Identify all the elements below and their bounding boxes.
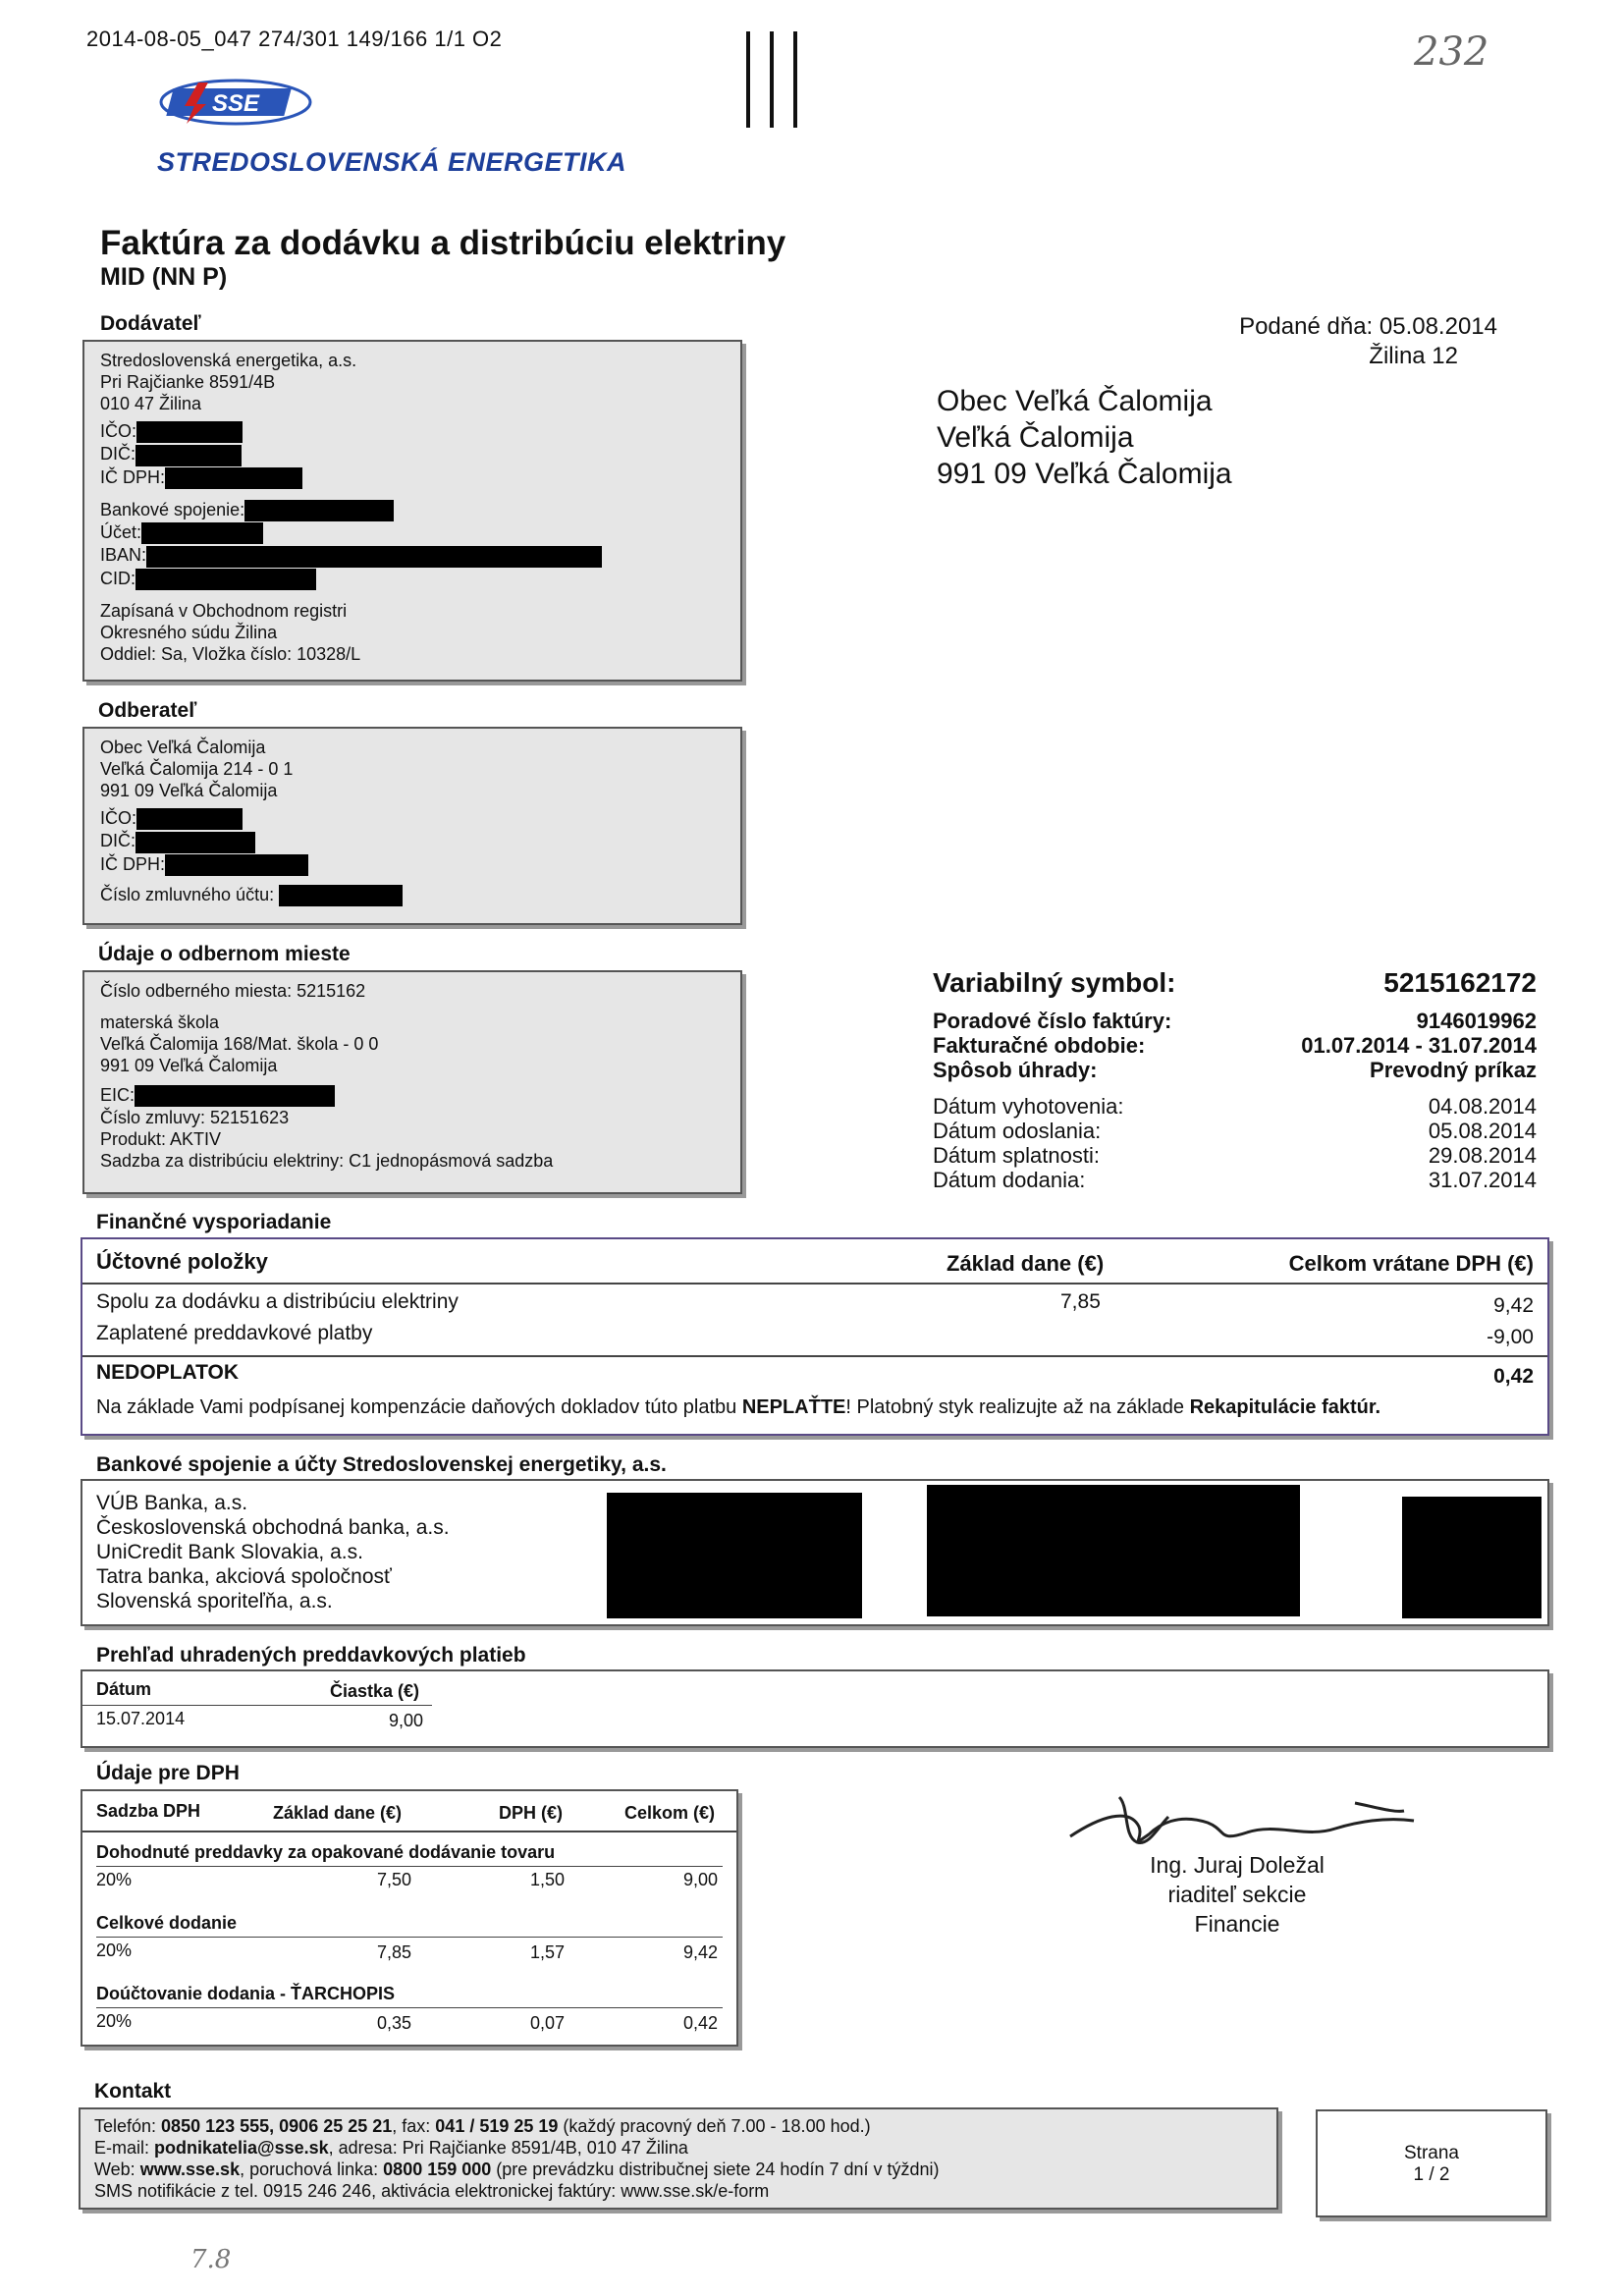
supplier-cid-label: CID: [100, 568, 135, 588]
vat-vat: 1,50 [530, 1870, 566, 1889]
bank-name: UniCredit Bank Slovakia, a.s. [96, 1541, 363, 1563]
submitted-date: Podané dňa: 05.08.2014 [1239, 313, 1497, 340]
vat-total: 9,42 [683, 1942, 719, 1962]
customer-name: Obec Veľká Čalomija [100, 738, 266, 757]
vat-total: 9,00 [683, 1870, 719, 1889]
site-eic-label: EIC: [100, 1085, 135, 1105]
row1-label: Spolu za dodávku a distribúciu elektriny [96, 1290, 459, 1313]
note-emphasis: NEPLAŤTE [741, 1396, 846, 1418]
invoice-info [933, 967, 1537, 1192]
date-label: Dátum dodania: [933, 1168, 1086, 1192]
supplier-street: Pri Rajčianke 8591/4B [100, 372, 276, 392]
site-contract: Číslo zmluvy: 52151623 [100, 1108, 290, 1128]
bank-name: Tatra banka, akciová spoločnosť [96, 1565, 392, 1588]
divider [82, 1831, 736, 1832]
date-label: Dátum odoslania: [933, 1119, 1102, 1143]
vat-total: 0,42 [683, 2013, 719, 2033]
date-value: 04.08.2014 [1428, 1094, 1537, 1119]
advance-date: 15.07.2014 [96, 1709, 186, 1728]
site-number: Číslo odberného miesta: 5215162 [100, 981, 366, 1001]
recipient-address [937, 383, 1232, 492]
col-date: Dátum [96, 1679, 152, 1699]
vat-col-rate: Sadzba DPH [96, 1801, 201, 1821]
col-amount: Čiastka (€) [330, 1681, 420, 1701]
info-value: 01.07.2014 - 31.07.2014 [1301, 1033, 1537, 1058]
supplier-name: Stredoslovenská energetika, a.s. [100, 351, 357, 370]
redaction [146, 546, 602, 568]
invoice-subtitle: MID (NN P) [100, 263, 228, 291]
redaction [927, 1485, 1300, 1616]
banks-box [81, 1479, 1549, 1626]
divider [82, 1355, 1547, 1357]
contact-web: www.sse.sk [139, 2159, 241, 2179]
customer-ico-label: IČO: [100, 808, 137, 828]
address-line: Veľká Čalomija [937, 421, 1134, 454]
col-total: Celkom vrátane DPH (€) [1288, 1251, 1534, 1276]
contact-phone: 0850 123 555, 0906 25 25 21 [161, 2116, 393, 2136]
vat-col-vat: DPH (€) [499, 1803, 564, 1823]
site-city: 991 09 Veľká Čalomija [100, 1056, 278, 1075]
result-label: NEDOPLATOK [96, 1361, 240, 1384]
page-number: 1 / 2 [1413, 2164, 1450, 2185]
supplier-box [82, 340, 742, 682]
contact-hotline: 0800 159 000 [383, 2159, 492, 2179]
supplier-dic-label: DIČ: [100, 444, 135, 465]
sse-logo [157, 77, 314, 128]
signatory [1090, 1850, 1384, 1939]
contact-text: Telefón: [94, 2116, 162, 2136]
row1-base: 7,85 [1060, 1290, 1101, 1313]
site-street: Veľká Čalomija 168/Mat. škola - 0 0 [100, 1034, 379, 1054]
col-items: Účtovné položky [96, 1249, 268, 1274]
signatory-dept: Financie [1194, 1911, 1280, 1937]
signatory-role: riaditeľ sekcie [1167, 1882, 1307, 1907]
site-product: Produkt: AKTIV [100, 1129, 222, 1150]
page-label: Strana [1404, 2143, 1459, 2163]
brand-name: STREDOSLOVENSKÁ ENERGETIKA [157, 147, 627, 177]
vat-group-title: Doúčtovanie dodania - ŤARCHOPIS [96, 1984, 396, 2003]
vat-rate: 20% [96, 1870, 133, 1889]
bank-list [96, 1491, 450, 1613]
customer-contract-label: Číslo zmluvného účtu: [100, 884, 275, 904]
vat-base: 7,85 [377, 1942, 412, 1962]
date-value: 05.08.2014 [1428, 1119, 1537, 1143]
vat-vat: 0,07 [530, 2013, 566, 2033]
vat-base: 7,50 [377, 1870, 412, 1889]
redaction [135, 1085, 335, 1107]
date-value: 29.08.2014 [1428, 1143, 1537, 1168]
contact-heading: Kontakt [94, 2080, 172, 2103]
divider [82, 1283, 1547, 1285]
vat-rate: 20% [96, 2011, 133, 2031]
contact-text: , adresa: Pri Rajčianke 8591/4B, 010 47 Žilina [328, 2138, 688, 2158]
supplier-reg-3: Oddiel: Sa, Vložka číslo: 10328/L [100, 643, 361, 664]
footer-mark: 7.8 [190, 2245, 232, 2274]
contact-fax: 041 / 519 25 19 [435, 2116, 559, 2136]
vat-group-title: Dohodnuté preddavky za opakované dodávanie tovaru [96, 1842, 556, 1862]
vat-col-total: Celkom (€) [624, 1803, 716, 1823]
contact-box [79, 2107, 1278, 2210]
supplier-reg-2: Okresného súdu Žilina [100, 622, 278, 642]
divider [82, 1705, 432, 1706]
supplier-account-label: Účet: [100, 522, 142, 542]
info-label: Poradové číslo faktúry: [933, 1009, 1172, 1033]
redaction [279, 885, 403, 906]
contact-text: E-mail: [94, 2138, 155, 2158]
col-base: Základ dane (€) [947, 1251, 1105, 1276]
settlement-heading: Finančné vysporiadanie [96, 1211, 332, 1233]
redaction [135, 569, 316, 590]
banks-heading: Bankové spojenie a účty Stredoslovenskej energetiky, a.s. [96, 1453, 667, 1476]
redaction [165, 854, 308, 876]
vat-vat: 1,57 [530, 1942, 566, 1962]
divider [96, 1866, 723, 1867]
customer-icdph-label: IČ DPH: [100, 853, 166, 874]
supplier-iban-label: IBAN: [100, 545, 147, 566]
customer-box [82, 727, 742, 925]
redaction [135, 445, 242, 466]
info-label: Spôsob úhrady: [933, 1058, 1098, 1082]
customer-heading: Odberateľ [98, 699, 197, 722]
supplier-reg-1: Zapísaná v Obchodnom registri [100, 600, 348, 621]
signatory-name: Ing. Juraj Doležal [1150, 1852, 1325, 1878]
customer-city: 991 09 Veľká Čalomija [100, 781, 278, 800]
site-rate: Sadzba za distribúciu elektriny: C1 jednopásmová sadzba [100, 1151, 554, 1172]
contact-text: (pre prevádzku distribučnej siete 24 hodín 7 dní v týždni) [491, 2159, 940, 2179]
redaction [165, 467, 302, 489]
bank-name: VÚB Banka, a.s. [96, 1492, 248, 1514]
row2-label: Zaplatené preddavkové platby [96, 1322, 373, 1344]
settlement-box [81, 1237, 1549, 1436]
advances-box [81, 1669, 1549, 1748]
submitted-place: Žilina 12 [1369, 343, 1458, 369]
contact-text: , poruchová linka: [240, 2159, 384, 2179]
advance-amount: 9,00 [389, 1711, 424, 1730]
customer-dic-label: DIČ: [100, 831, 135, 851]
info-label: Fakturačné obdobie: [933, 1033, 1146, 1058]
row1-total: 9,42 [1493, 1294, 1534, 1317]
redaction [136, 421, 243, 443]
row2-total: -9,00 [1487, 1326, 1534, 1348]
handwritten-number: 232 [1414, 29, 1489, 75]
customer-street: Veľká Čalomija 214 - 0 1 [100, 759, 294, 779]
date-label: Dátum splatnosti: [933, 1143, 1100, 1168]
contact-text: Web: [94, 2159, 140, 2179]
info-value: 9146019962 [1416, 1009, 1537, 1033]
supplier-heading: Dodávateľ [100, 312, 201, 335]
vat-heading: Údaje pre DPH [96, 1762, 240, 1784]
redaction [136, 808, 243, 830]
bank-name: Slovenská sporiteľňa, a.s. [96, 1590, 333, 1613]
payment-note [96, 1396, 1380, 1419]
supplier-ico-label: IČO: [100, 421, 137, 441]
bank-name: Československá obchodná banka, a.s. [96, 1516, 450, 1539]
date-value: 31.07.2014 [1428, 1168, 1537, 1192]
invoice-title: Faktúra za dodávku a distribúciu elektriny [100, 224, 786, 262]
supplier-bank-label: Bankové spojenie: [100, 499, 245, 519]
vat-col-base: Základ dane (€) [273, 1803, 403, 1823]
contact-email: podnikatelia@sse.sk [154, 2138, 329, 2158]
redaction [141, 522, 263, 544]
note-emphasis: Rekapitulácie faktúr. [1189, 1396, 1381, 1418]
advances-heading: Prehľad uhradených preddavkových platieb [96, 1644, 526, 1667]
info-value: Prevodný príkaz [1370, 1058, 1537, 1082]
address-line: Obec Veľká Čalomija [937, 385, 1213, 417]
page-box [1316, 2109, 1547, 2217]
vat-group-title: Celkové dodanie [96, 1913, 238, 1933]
supplier-icdph-label: IČ DPH: [100, 466, 166, 487]
supplier-city: 010 47 Žilina [100, 394, 202, 413]
scan-meta: 2014-08-05_047 274/301 149/166 1/1 O2 [86, 27, 503, 51]
redaction [607, 1493, 862, 1618]
contact-sms: SMS notifikácie z tel. 0915 246 246, aktivácia elektronickej faktúry: www.sse.sk/e-form [94, 2181, 770, 2201]
site-heading: Údaje o odbernom mieste [98, 943, 351, 965]
submitted-block [1159, 312, 1497, 371]
redaction [1402, 1497, 1542, 1618]
redaction [135, 832, 255, 853]
vat-rate: 20% [96, 1941, 133, 1960]
barcode-marks [746, 31, 815, 130]
note-text: ! Platobný styk realizujte až na základe [845, 1396, 1190, 1418]
divider [96, 1937, 723, 1938]
redaction [244, 500, 394, 521]
contact-text: (každý pracovný deň 7.00 - 18.00 hod.) [558, 2116, 871, 2136]
vat-base: 0,35 [377, 2013, 412, 2033]
vs-value: 5215162172 [1383, 967, 1537, 998]
site-box [82, 970, 742, 1194]
vs-label: Variabilný symbol: [933, 967, 1176, 998]
logo-text: SSE [211, 90, 260, 117]
vat-box [81, 1789, 738, 2047]
note-text: Na základe Vami podpísanej kompenzácie daňových dokladov túto platbu [96, 1396, 742, 1418]
site-name: materská škola [100, 1012, 220, 1032]
address-line: 991 09 Veľká Čalomija [937, 458, 1232, 490]
contact-text: , fax: [392, 2116, 436, 2136]
date-label: Dátum vyhotovenia: [933, 1094, 1124, 1119]
divider [96, 2007, 723, 2008]
result-value: 0,42 [1493, 1365, 1534, 1388]
